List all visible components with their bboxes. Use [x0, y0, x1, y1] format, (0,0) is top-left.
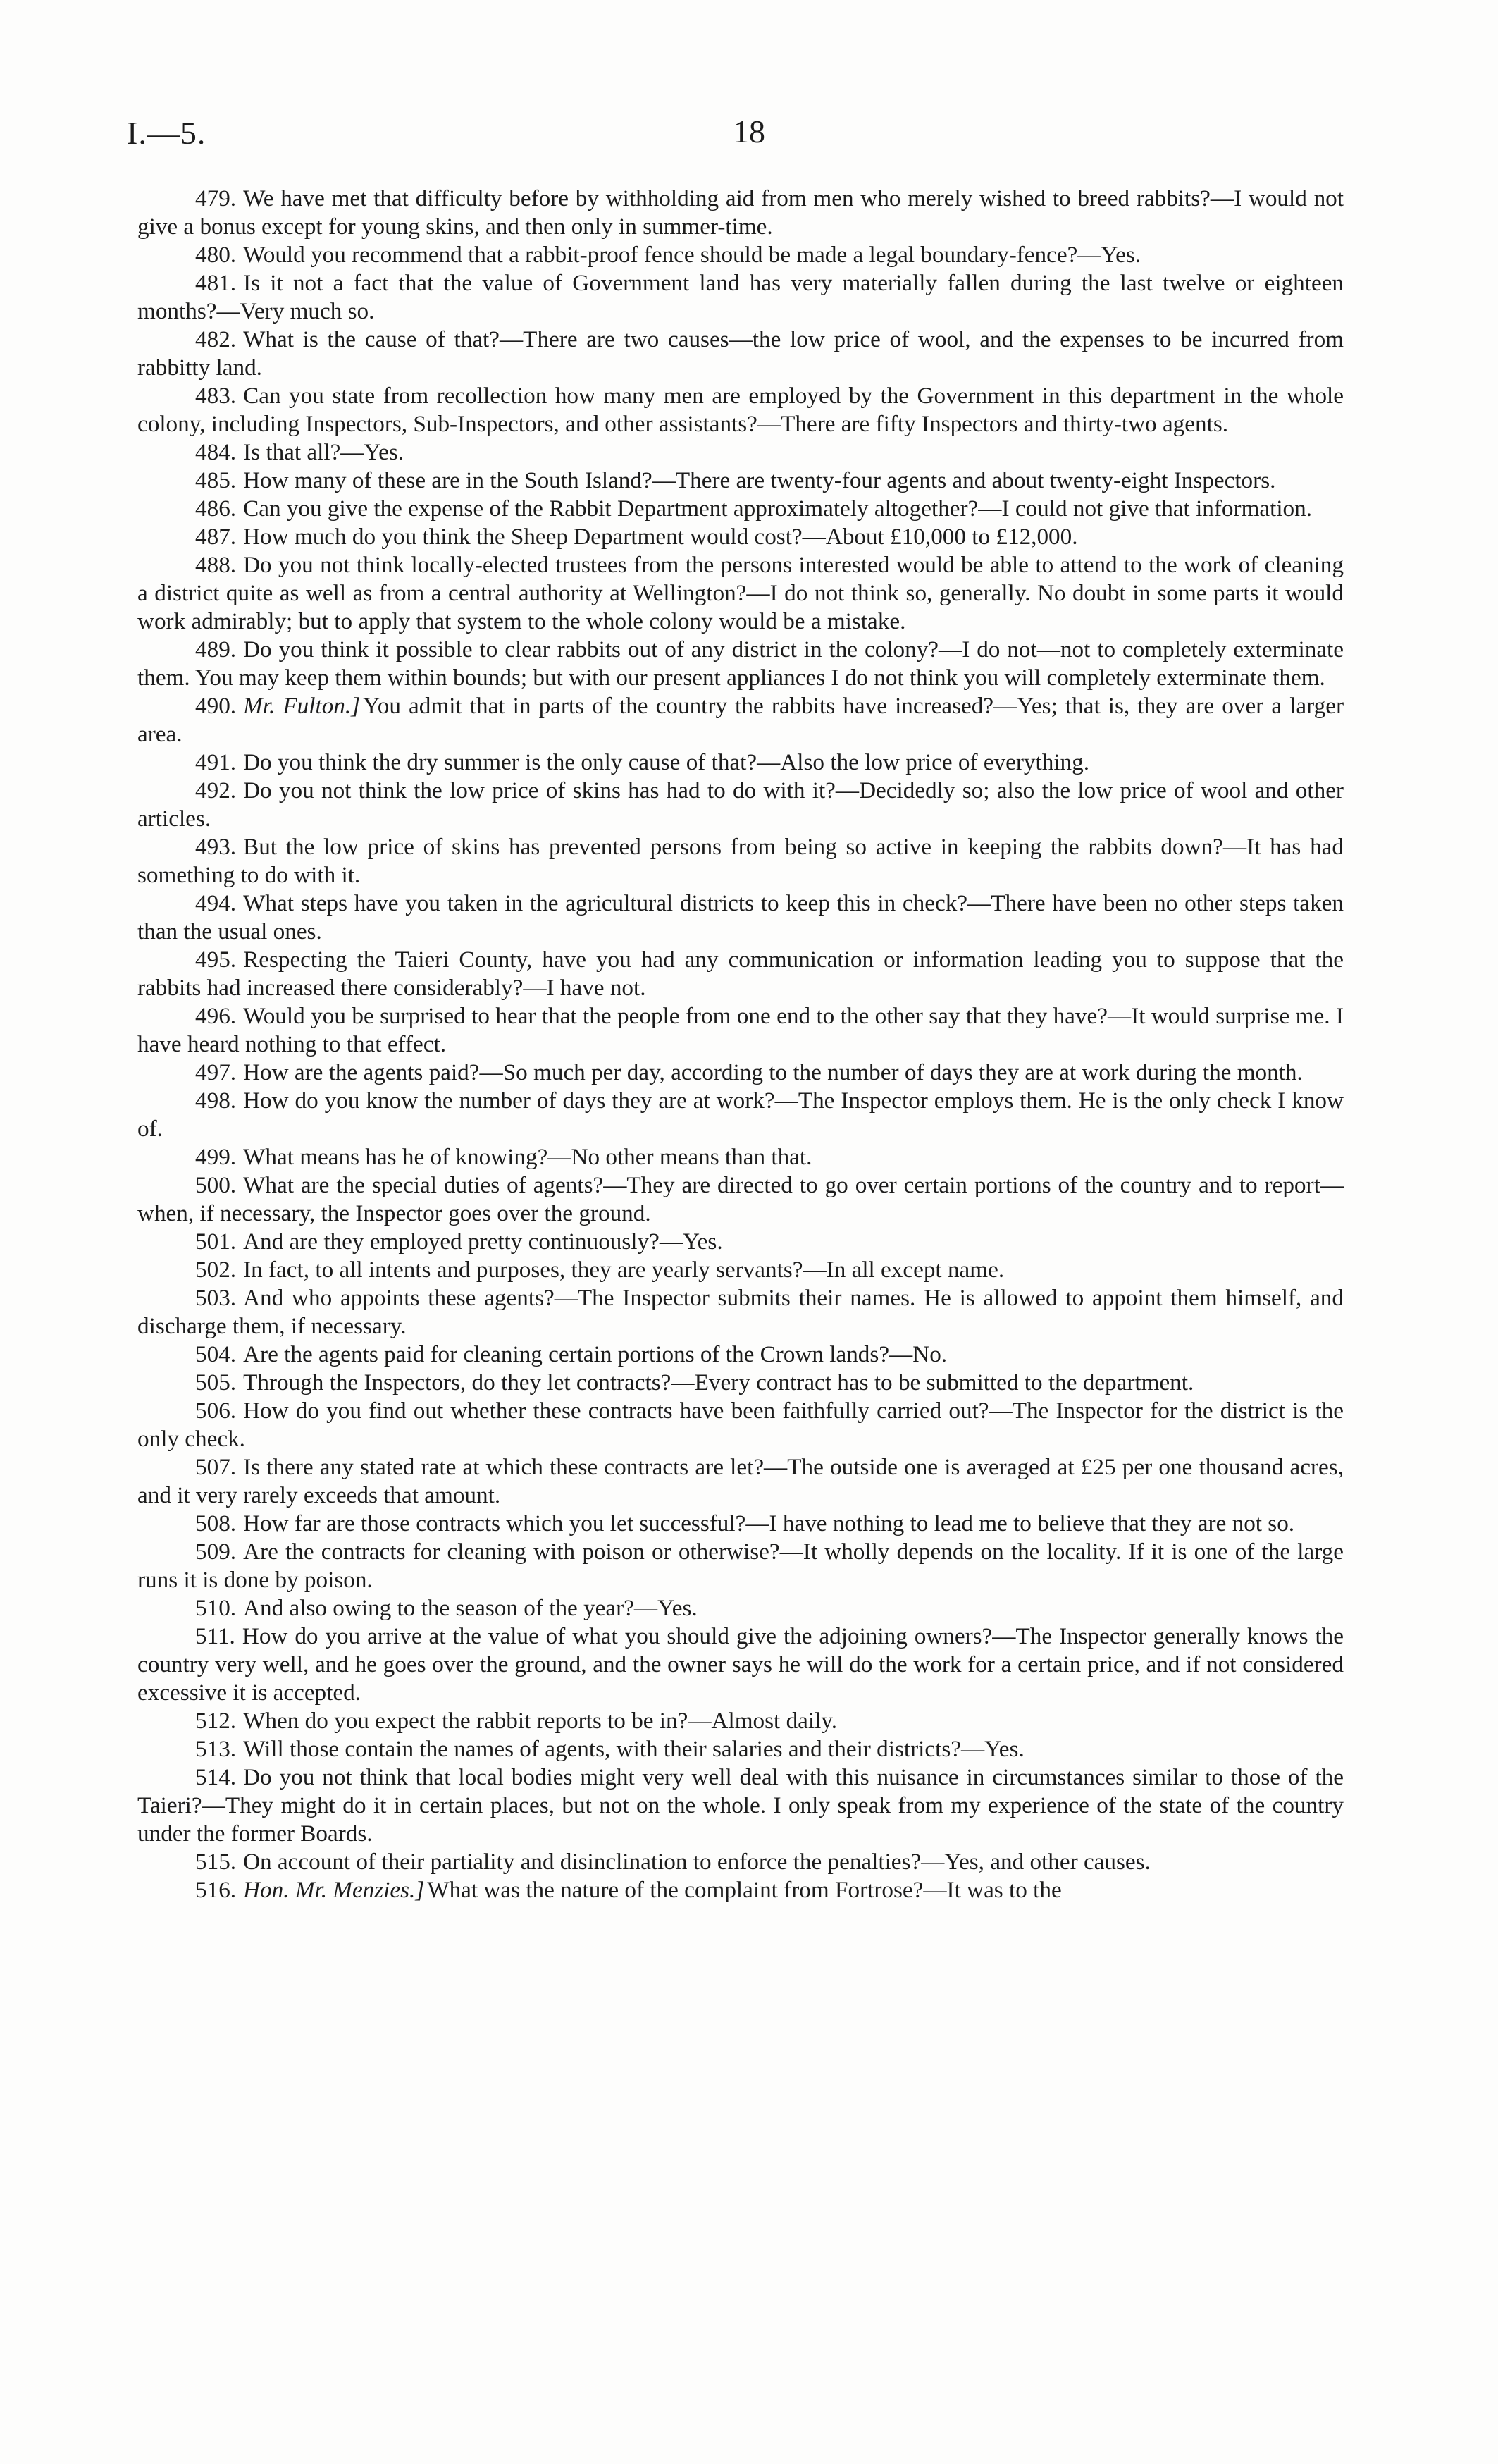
entry-text: Would you be surprised to hear that the people from one end to the other say that they have?—It would surprise me. I have heard nothing to that effect. [137, 1003, 1344, 1057]
question-answer-entry [137, 1369, 1344, 1397]
question-answer-entry [137, 889, 1344, 946]
entry-text: How many of these are in the South Island?—There are twenty-four agents and about twenty-eight Inspectors. [243, 467, 1276, 493]
question-number: 497. [195, 1059, 237, 1085]
entry-text: Would you recommend that a rabbit-proof fence should be made a legal boundary-fence?—Yes. [243, 242, 1141, 268]
entry-text: What was the nature of the complaint from Fortrose?—It was to the [427, 1877, 1062, 1903]
question-answer-entry [137, 692, 1344, 749]
question-number: 493. [195, 834, 237, 860]
question-number: 495. [195, 947, 237, 973]
question-answer-entry [137, 1622, 1344, 1707]
question-number: 500. [195, 1172, 237, 1198]
entry-text: You admit that in parts of the country the rabbits have increased?—Yes; that is, they are over a larger area. [137, 693, 1344, 747]
question-answer-entry [137, 1087, 1344, 1143]
speaker-name: Hon. Mr. Menzies.] [243, 1877, 425, 1903]
entry-text: Can you state from recollection how many men are employed by the Government in this department in the whole colony, including Inspectors, Sub-Inspectors, and other assistants?—There are fifty Inspectors and thirty-two agents. [137, 383, 1344, 437]
question-answer-entry [137, 438, 1344, 467]
entry-text: Is that all?—Yes. [243, 439, 404, 465]
question-number: 506. [195, 1398, 237, 1424]
entry-text: How much do you think the Sheep Department would cost?—About £10,000 to £12,000. [243, 524, 1078, 550]
entry-text: When do you expect the rabbit reports to be in?—Almost daily. [243, 1708, 838, 1734]
question-answer-entry [137, 241, 1344, 269]
entry-text: Respecting the Taieri County, have you had any communication or information leading you to suppose that the rabbits had increased there considerably?—I have not. [137, 947, 1344, 1001]
entry-text: Are the agents paid for cleaning certain portions of the Crown lands?—No. [243, 1341, 948, 1367]
question-number: 483. [195, 383, 237, 409]
question-answer-entry [137, 1707, 1344, 1735]
question-number: 491. [195, 749, 237, 775]
entry-text: Do you not think locally-elected trustees from the persons interested would be able to attend to the work of cleaning a district quite as well as from a central authority at Wellington?—I do not think so, generally. No doubt in some parts it would work admirably; but to apply that system to the whole colony would be a mistake. [137, 552, 1344, 634]
question-number: 492. [195, 777, 237, 803]
question-number: 498. [195, 1088, 237, 1114]
entry-text: How far are those contracts which you let successful?—I have nothing to lead me to believe that they are not so. [243, 1510, 1295, 1536]
question-number: 482. [195, 326, 237, 352]
entry-text: Are the contracts for cleaning with poison or otherwise?—It wholly depends on the locality. If it is one of the large runs it is done by poison. [137, 1539, 1344, 1593]
question-number: 487. [195, 524, 237, 550]
entry-text: Will those contain the names of agents, with their salaries and their districts?—Yes. [243, 1736, 1025, 1762]
entry-text: What means has he of knowing?—No other means than that. [243, 1144, 812, 1170]
question-number: 488. [195, 552, 237, 578]
question-answer-entry [137, 467, 1344, 495]
question-answer-entry [137, 1002, 1344, 1059]
question-answer-entry [137, 1735, 1344, 1763]
entry-text: How do you find out whether these contracts have been faithfully carried out?—The Inspector for the district is the only check. [137, 1398, 1344, 1452]
question-number: 511. [195, 1623, 235, 1649]
question-number: 501. [195, 1228, 237, 1255]
entry-text: Is there any stated rate at which these contracts are let?—The outside one is averaged at £25 per one thousand acres, and it very rarely exceeds that amount. [137, 1454, 1344, 1508]
question-answer-entry [137, 269, 1344, 326]
question-number: 516. [195, 1877, 237, 1903]
question-answer-entry [137, 1143, 1344, 1171]
entry-text: Through the Inspectors, do they let contracts?—Every contract has to be submitted to the department. [243, 1369, 1194, 1396]
question-number: 508. [195, 1510, 237, 1536]
question-number: 485. [195, 467, 237, 493]
entry-text: On account of their partiality and disinclination to enforce the penalties?—Yes, and other causes. [243, 1849, 1151, 1875]
entry-text: Do you not think the low price of skins has had to do with it?—Decidedly so; also the low price of wool and other articles. [137, 777, 1344, 832]
question-answer-entry [137, 185, 1344, 241]
entry-text: And who appoints these agents?—The Inspector submits their names. He is allowed to appoint them himself, and discharge them, if necessary. [137, 1285, 1344, 1339]
question-number: 503. [195, 1285, 237, 1311]
question-number: 509. [195, 1539, 237, 1565]
question-number: 499. [195, 1144, 237, 1170]
page-number: 18 [733, 113, 765, 149]
question-number: 510. [195, 1595, 237, 1621]
question-answer-entry [137, 1284, 1344, 1341]
question-number: 515. [195, 1849, 237, 1875]
question-number: 496. [195, 1003, 237, 1029]
entry-text: How do you know the number of days they are at work?—The Inspector employs them. He is the only check I know of. [137, 1088, 1344, 1142]
question-answer-entry [137, 1059, 1344, 1087]
question-number: 484. [195, 439, 237, 465]
question-number: 479. [195, 185, 237, 211]
entry-text: What is the cause of that?—There are two causes—the low price of wool, and the expenses to be incurred from rabbitty land. [137, 326, 1344, 381]
question-answer-entry [137, 1848, 1344, 1876]
speaker-name: Mr. Fulton.] [243, 693, 361, 719]
entry-text: What steps have you taken in the agricultural districts to keep this in check?—There have been no other steps taken than the usual ones. [137, 890, 1344, 944]
question-answer-entry [137, 1594, 1344, 1622]
question-answer-entry [137, 1256, 1344, 1284]
question-answer-entry [137, 1763, 1344, 1848]
entry-text: We have met that difficulty before by withholding aid from men who merely wished to breed rabbits?—I would not give a bonus except for young skins, and then only in summer-time. [137, 185, 1344, 240]
entry-text: How do you arrive at the value of what you should give the adjoining owners?—The Inspector generally knows the country very well, and he goes over the ground, and the owner says he will do the work for a certain price, and if not considered excessive it is accepted. [137, 1623, 1344, 1706]
question-number: 502. [195, 1257, 237, 1283]
question-answer-entry [137, 1171, 1344, 1228]
question-answer-entry [137, 1228, 1344, 1256]
question-answer-entry [137, 551, 1344, 636]
entry-text: Do you think it possible to clear rabbits out of any district in the colony?—I do not—not to completely exterminate them. You may keep them within bounds; but with our present appliances I do not think you will completely exterminate them. [137, 636, 1344, 691]
question-number: 512. [195, 1708, 237, 1734]
question-answer-entry [137, 326, 1344, 382]
entry-text: Do you think the dry summer is the only cause of that?—Also the low price of everything. [243, 749, 1090, 775]
question-answer-entry [137, 1341, 1344, 1369]
question-answer-entry [137, 749, 1344, 777]
evidence-body [137, 185, 1344, 1904]
question-number: 505. [195, 1369, 237, 1396]
question-answer-entry [137, 382, 1344, 438]
question-answer-entry [137, 1876, 1344, 1904]
question-answer-entry [137, 1453, 1344, 1510]
entry-text: Do you not think that local bodies might very well deal with this nuisance in circumstances similar to those of the Taieri?—They might do it in certain places, but not on the whole. I only speak from my experience of the state of the country under the former Boards. [137, 1764, 1344, 1847]
question-answer-entry [137, 495, 1344, 523]
entry-text: And also owing to the season of the year?—Yes. [243, 1595, 698, 1621]
entry-text: And are they employed pretty continuously?—Yes. [243, 1228, 723, 1255]
entry-text: How are the agents paid?—So much per day, according to the number of days they are at work during the month. [243, 1059, 1303, 1085]
entry-text: Is it not a fact that the value of Government land has very materially fallen during the last twelve or eighteen months?—Very much so. [137, 270, 1344, 324]
question-answer-entry [137, 636, 1344, 692]
question-answer-entry [137, 1510, 1344, 1538]
question-number: 490. [195, 693, 237, 719]
entry-text: Can you give the expense of the Rabbit Department approximately altogether?—I could not give that information. [243, 495, 1313, 522]
question-answer-entry [137, 523, 1344, 551]
question-answer-entry [137, 946, 1344, 1002]
question-number: 494. [195, 890, 237, 916]
question-answer-entry [137, 833, 1344, 889]
question-number: 504. [195, 1341, 237, 1367]
question-number: 486. [195, 495, 237, 522]
question-number: 481. [195, 270, 237, 296]
entry-text: What are the special duties of agents?—They are directed to go over certain portions of the country and to report—when, if necessary, the Inspector goes over the ground. [137, 1172, 1344, 1226]
question-number: 489. [195, 636, 237, 663]
question-answer-entry [137, 1397, 1344, 1453]
question-number: 507. [195, 1454, 237, 1480]
question-answer-entry [137, 777, 1344, 833]
question-number: 513. [195, 1736, 237, 1762]
entry-text: But the low price of skins has prevented persons from being so active in keeping the rabbits down?—It has had something to do with it. [137, 834, 1344, 888]
question-answer-entry [137, 1538, 1344, 1594]
question-number: 480. [195, 242, 237, 268]
entry-text: In fact, to all intents and purposes, they are yearly servants?—In all except name. [243, 1257, 1005, 1283]
document-series-code: I.—5. [127, 115, 206, 151]
question-number: 514. [195, 1764, 237, 1790]
